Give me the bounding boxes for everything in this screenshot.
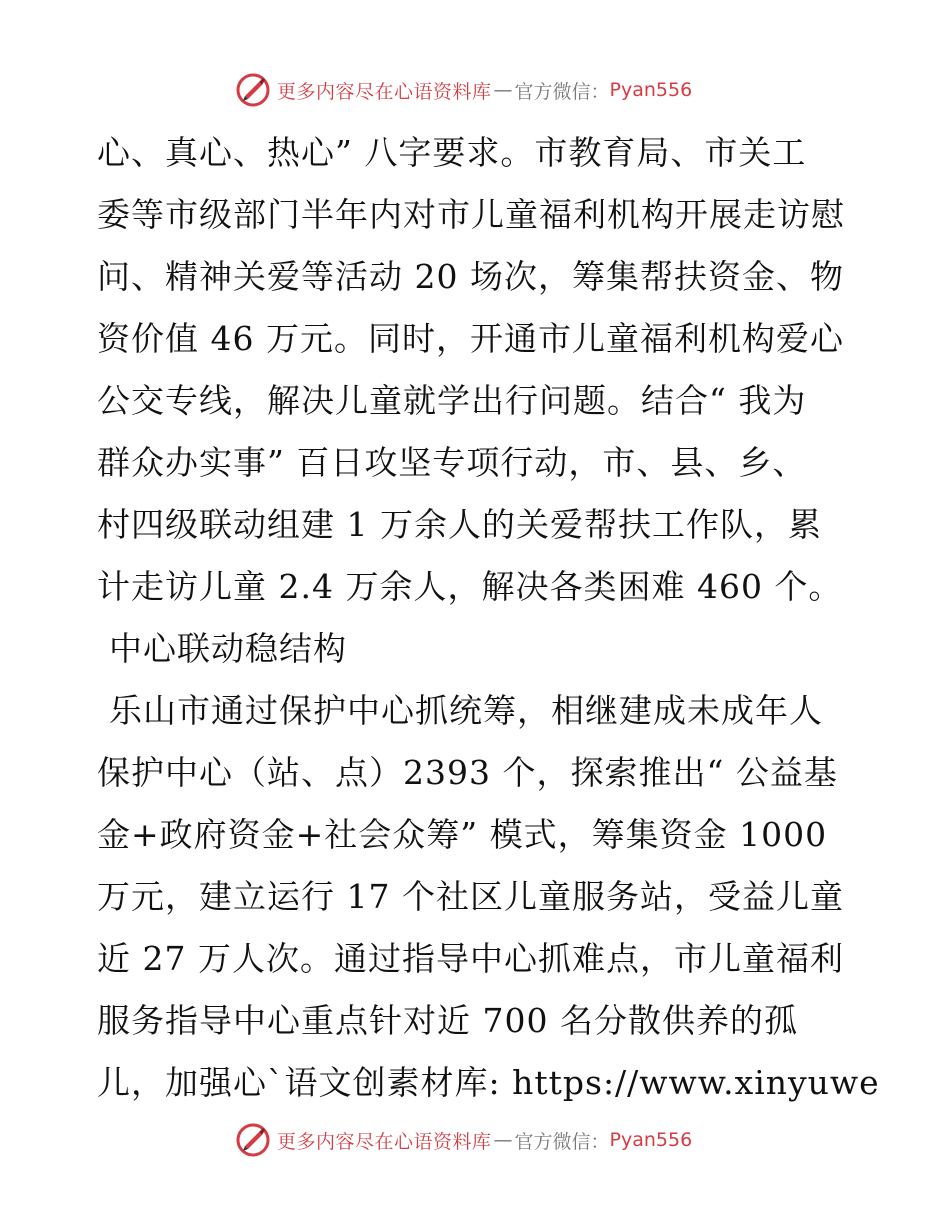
watermark-separator: — (493, 1129, 513, 1151)
wechat-id: Pyan556 (609, 79, 693, 101)
text-line: 问、精神关爱等活动 20 场次，筹集帮扶资金、物 (97, 257, 844, 296)
text-line: 乐山市通过保护中心抓统筹，相继建成未成年人 (109, 691, 823, 730)
text-line: 金+政府资金+社会众筹” 模式，筹集资金 1000 (97, 815, 828, 854)
text-line: 心、真心、热心” 八字要求。市教育局、市关工 (97, 133, 807, 172)
text-line: 群众办实事” 百日攻坚专项行动，市、县、乡、 (97, 443, 807, 482)
brand-logo-icon (235, 72, 271, 108)
text-line: 委等市级部门半年内对市儿童福利机构开展走访慰 (97, 195, 845, 234)
text-line: 保护中心（站、点）2393 个，探索推出“ 公益基 (97, 753, 838, 792)
section-heading: 中心联动稳结构 (109, 629, 347, 668)
text-line: 万元，建立运行 17 个社区儿童服务站，受益儿童 (97, 877, 844, 916)
footer-watermark (235, 1122, 692, 1158)
wechat-label: 官方微信： (514, 80, 610, 103)
header-watermark (235, 72, 692, 108)
watermark-separator: — (493, 79, 513, 101)
text-line: 公交专线，解决儿童就学出行问题。结合“ 我为 (97, 381, 807, 420)
wechat-label: 官方微信： (514, 1130, 610, 1153)
watermark-text: 更多内容尽在心语资料库 (277, 80, 492, 103)
text-line: 计走访儿童 2.4 万余人，解决各类困难 460 个。 (97, 567, 843, 606)
wechat-id: Pyan556 (609, 1129, 693, 1151)
text-line: 儿，加强心`语文创素材库: https://www.xinyuwe (97, 1063, 880, 1102)
text-line: 资价值 46 万元。同时，开通市儿童福利机构爱心 (97, 319, 844, 358)
text-line: 近 27 万人次。通过指导中心抓难点，市儿童福利 (97, 939, 844, 978)
text-line: 服务指导中心重点针对近 700 名分散供养的孤 (97, 1001, 798, 1040)
watermark-text: 更多内容尽在心语资料库 (277, 1130, 492, 1153)
document-body (97, 122, 880, 1114)
brand-logo-icon (235, 1122, 271, 1158)
text-line: 村四级联动组建 1 万余人的关爱帮扶工作队，累 (97, 505, 822, 544)
